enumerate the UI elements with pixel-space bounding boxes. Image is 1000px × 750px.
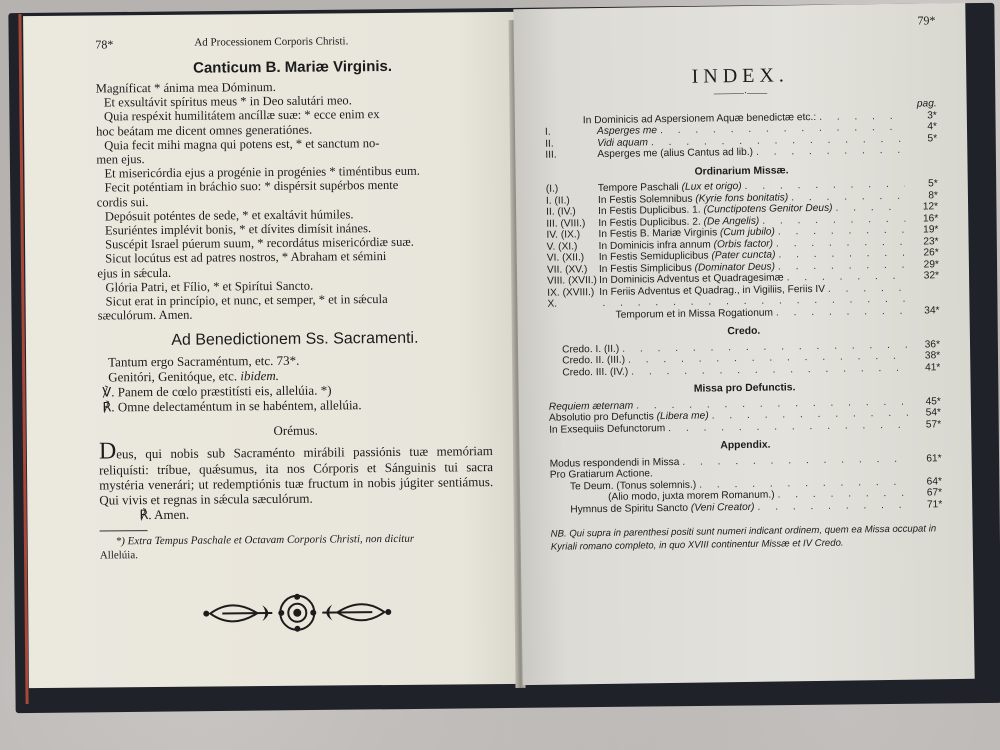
index-label-text: In Festis Simplicibus bbox=[598, 262, 695, 275]
index-label-text: Credo. I. (II.) bbox=[561, 343, 620, 356]
magnificat-line: ejus in sǽcula. bbox=[97, 265, 172, 281]
index-label-text: In Dominicis infra annum bbox=[598, 238, 714, 252]
credo-list bbox=[548, 339, 940, 379]
collect-prayer bbox=[98, 438, 494, 508]
aspersion-list bbox=[545, 121, 937, 161]
index-page: 19* bbox=[923, 224, 939, 236]
left-page-number: 78* bbox=[95, 37, 114, 52]
appendix-heading: Appendix. bbox=[720, 439, 771, 452]
magnificat-line: Glória Patri, et Fílio, * et Spirítui Sancto. bbox=[105, 278, 314, 295]
index-label-italic: (De Angelis) bbox=[703, 215, 760, 228]
oremus-heading: Orémus. bbox=[273, 423, 318, 439]
index-page: 38* bbox=[924, 350, 941, 362]
index-label-text: Vidi aquam bbox=[597, 136, 649, 149]
index-label-text: In Festis Solemnibus bbox=[597, 193, 696, 206]
magnificat-line: Magníficat * ánima mea Dóminum. bbox=[95, 79, 276, 96]
index-numeral: IX. (XVIII.) bbox=[547, 286, 595, 299]
index-label bbox=[548, 366, 628, 379]
index-label-text: Tempore Paschali bbox=[597, 181, 682, 195]
index-title: INDEX. bbox=[691, 64, 790, 88]
index-numeral: IV. (IX.) bbox=[546, 229, 581, 241]
index-label bbox=[597, 147, 753, 161]
benediction-title: Ad Benedictionem Ss. Sacramenti. bbox=[171, 330, 419, 350]
ordinarium-heading: Ordinarium Missæ. bbox=[694, 164, 789, 178]
index-numeral: I. (II.) bbox=[545, 194, 570, 207]
leader-dots bbox=[668, 419, 908, 434]
index-label-italic: (Orbis factor) bbox=[713, 238, 774, 250]
index-numeral: VII. (XV.) bbox=[546, 263, 588, 276]
index-page: 8* bbox=[928, 189, 939, 201]
index-label-text: (Alio modo, juxta morem Romanum.) bbox=[608, 489, 775, 503]
index-page: 32* bbox=[923, 270, 940, 282]
index-page: 4* bbox=[927, 121, 938, 133]
index-label bbox=[548, 343, 619, 355]
index-label bbox=[597, 137, 648, 149]
magnificat-line: Depósuit poténtes de sede, * et exaltávit húmiles. bbox=[104, 207, 354, 224]
magnificat-line: cordis sui. bbox=[96, 194, 149, 210]
magnificat-line: Suscépit Israel púerum suum, * recordátus misericórdiæ suæ. bbox=[105, 235, 414, 252]
magnificat-line: Fecit poténtiam in bráchio suo: * dispérsit supérbos mente bbox=[104, 178, 399, 195]
footnote bbox=[100, 531, 494, 562]
index-label-text: Asperges me bbox=[596, 125, 658, 138]
index-numeral: V. (XI.) bbox=[546, 240, 578, 253]
tantum-ergo-line: Tantum ergo Sacraméntum, etc. 73*. bbox=[108, 353, 300, 370]
nb-note: NB. Qui supra in parenthesi positi sunt numeri indicant ordinem, quem ea Missa occupat in Kyriali romano completo, in quo XVIII continentur Missæ et IV Credo. bbox=[550, 523, 937, 553]
ordinarium-cont-page: 34* bbox=[924, 304, 940, 316]
index-label-text: In Dominicis Adventus et Quadragesimæ bbox=[599, 272, 784, 287]
index-page: 5* bbox=[927, 132, 938, 144]
magnificat-line: Sicut locútus est ad patres nostros, * Abraham et sémini bbox=[105, 249, 387, 266]
index-page: 57* bbox=[925, 418, 942, 430]
pag-label: pag. bbox=[916, 98, 937, 110]
index-page: 23* bbox=[923, 235, 939, 247]
index-numeral: I. bbox=[544, 126, 551, 138]
index-label-italic: (Cunctipotens Genitor Deus) bbox=[703, 202, 833, 216]
right-page-number: 79* bbox=[917, 13, 936, 28]
ornament-vignette bbox=[100, 589, 494, 636]
magnificat-line: sæculórum. Amen. bbox=[97, 307, 193, 323]
left-running-head bbox=[95, 34, 489, 52]
index-page: 5* bbox=[928, 178, 938, 190]
ordinarium-list bbox=[546, 178, 940, 310]
index-label-text: In Festis B. Mariæ Virginis bbox=[598, 227, 721, 241]
index-label-italic: (Libera me) bbox=[656, 410, 709, 423]
index-page: 16* bbox=[922, 212, 939, 224]
genitori-ibidem: ibidem. bbox=[240, 368, 280, 384]
leader-dots bbox=[756, 145, 904, 159]
index-label-text: Requiem æternam bbox=[548, 400, 634, 413]
index-label-text: Absolutio pro Defunctis bbox=[548, 411, 657, 424]
appendix-pro: Pro Gratiarum Actione. bbox=[549, 468, 653, 481]
versicle-line: ℣. Panem de cœlo præstitísti eis, allelúia. *) bbox=[102, 382, 332, 400]
index-numeral: III. (VIII.) bbox=[546, 217, 586, 230]
index-label bbox=[597, 125, 657, 137]
index-table bbox=[545, 98, 943, 515]
ornament-icon bbox=[202, 590, 392, 636]
magnificat-line: hoc beátam me dicent omnes generatiónes. bbox=[96, 122, 313, 139]
index-numeral: VI. (XII.) bbox=[546, 252, 585, 264]
index-page: 29* bbox=[923, 258, 939, 270]
index-page: 26* bbox=[923, 247, 939, 259]
prayer-dropcap: D bbox=[98, 438, 117, 465]
prayer-amen: ℟. Amen. bbox=[139, 507, 190, 523]
running-head-title: Ad Processionem Corporis Christi. bbox=[194, 35, 349, 49]
appendix-modus-page: 61* bbox=[926, 452, 942, 464]
index-page: 45* bbox=[925, 395, 941, 407]
index-label-text: Asperges me (alius Cantus ad lib.) bbox=[597, 146, 754, 161]
index-label-text: Credo. III. (IV.) bbox=[562, 366, 629, 379]
index-label-italic: (Lux et origo) bbox=[681, 181, 742, 193]
index-label-italic: (Kyrie fons bonitatis) bbox=[695, 191, 789, 205]
genitori-text: Genitóri, Genitóque, etc. bbox=[108, 368, 238, 385]
index-label-italic: (Dominator Deus) bbox=[694, 261, 776, 274]
magnificat-line: Et exsultávit spíritus meus * in Deo salutári meo. bbox=[103, 93, 352, 110]
index-page: 12* bbox=[922, 201, 939, 213]
index-label bbox=[550, 501, 754, 515]
index-numeral: VIII. (XVII.) bbox=[547, 275, 598, 287]
left-page bbox=[23, 12, 523, 688]
aspersion-heading: In Dominicis ad Aspersionem Aquæ benedictæ etc.: bbox=[582, 111, 817, 126]
response-line: ℟. Omne delectaméntum in se habéntem, allelúia. bbox=[102, 397, 362, 415]
index-page: 67* bbox=[926, 487, 943, 499]
prayer-text: eus, qui nobis sub Sacraménto mirábili passiónis tuæ memóriam reliquísti: tríbue, quǽsumus, ita nos Córporis et Sánguinis tui sacra mystéria venerári; ut redemptiónis tuæ fructum in nobis júgiter sentiámus. Qui vivis et regnas in sǽcula sæculórum. bbox=[98, 443, 494, 508]
index-title-rule: ———·—— bbox=[713, 87, 768, 100]
index-label-italic: (Pater cuncta) bbox=[711, 249, 776, 262]
index-label bbox=[549, 423, 665, 436]
magnificat-text bbox=[96, 78, 492, 323]
leader-dots bbox=[776, 305, 907, 318]
magnificat-line: men ejus. bbox=[96, 152, 145, 167]
defunctis-list bbox=[549, 396, 941, 436]
magnificat-line: Sicut erat in princípio, et nunc, et semper, * et in sǽcula bbox=[105, 292, 388, 309]
index-numeral: X. bbox=[547, 298, 558, 310]
index-label-text: In Exsequiis Defunctorum bbox=[549, 422, 666, 436]
index-label-text: Te Deum. (Tonus solemnis.) bbox=[569, 479, 697, 492]
magnificat-line: Et misericórdia ejus a progénie in progénies * timéntibus eum. bbox=[104, 163, 420, 181]
index-numeral: III. bbox=[545, 149, 557, 161]
aspersion-heading-page: 3* bbox=[927, 109, 937, 121]
ordinarium-cont: Temporum et in Missa Rogationum bbox=[615, 307, 774, 321]
magnificat-line: Quia respéxit humilitátem ancíllæ suæ: * ecce enim ex bbox=[103, 107, 380, 124]
index-page: 71* bbox=[926, 498, 943, 510]
index-label-text: In Festis Duplicibus. 1. bbox=[598, 204, 704, 218]
index-label-text: In Festis Duplicibus. 2. bbox=[598, 216, 704, 229]
defunctis-heading: Missa pro Defunctis. bbox=[693, 382, 796, 395]
appendix-list bbox=[550, 476, 942, 516]
index-numeral: (I.) bbox=[545, 183, 559, 195]
index-page: 36* bbox=[924, 338, 941, 350]
benediction-block bbox=[98, 352, 493, 415]
canticle-title: Canticum B. Mariæ Virginis. bbox=[192, 57, 393, 77]
index-page: 41* bbox=[924, 361, 941, 373]
footnote-italic: *) Extra Tempus Paschale et Octavam Corporis Christi, non dicitur bbox=[115, 533, 415, 548]
leader-dots bbox=[835, 202, 905, 214]
index-numeral: II. bbox=[545, 138, 554, 150]
appendix-modus: Modus respondendi in Missa bbox=[549, 456, 680, 470]
footnote-end: Allelúia. bbox=[99, 549, 139, 562]
index-label-text: In Festis Semiduplicibus bbox=[598, 250, 712, 264]
footnote-rule bbox=[100, 530, 148, 531]
leader-dots bbox=[757, 499, 909, 513]
index-numeral: II. (IV.) bbox=[546, 206, 576, 218]
leader-dots bbox=[631, 362, 907, 377]
credo-heading: Credo. bbox=[727, 325, 761, 338]
index-page: 54* bbox=[925, 407, 942, 419]
right-page bbox=[513, 3, 974, 685]
magnificat-line: Esuriéntes implévit bonis, * et dívites dimísit inánes. bbox=[104, 221, 372, 238]
index-page: 64* bbox=[926, 475, 943, 487]
index-label-text: Credo. II. (III.) bbox=[562, 354, 626, 367]
index-label-italic: (Veni Creator) bbox=[690, 501, 755, 514]
index-label-italic: (Cum jubilo) bbox=[719, 226, 775, 239]
magnificat-line: Quia fecit mihi magna qui potens est, * et sanctum no- bbox=[104, 135, 380, 153]
index-label-text: In Feriis Adventus et Quadrag., in Vigiliis, Feriis IV bbox=[599, 283, 826, 298]
index-label-text: Hymnus de Spiritu Sancto bbox=[570, 502, 691, 515]
